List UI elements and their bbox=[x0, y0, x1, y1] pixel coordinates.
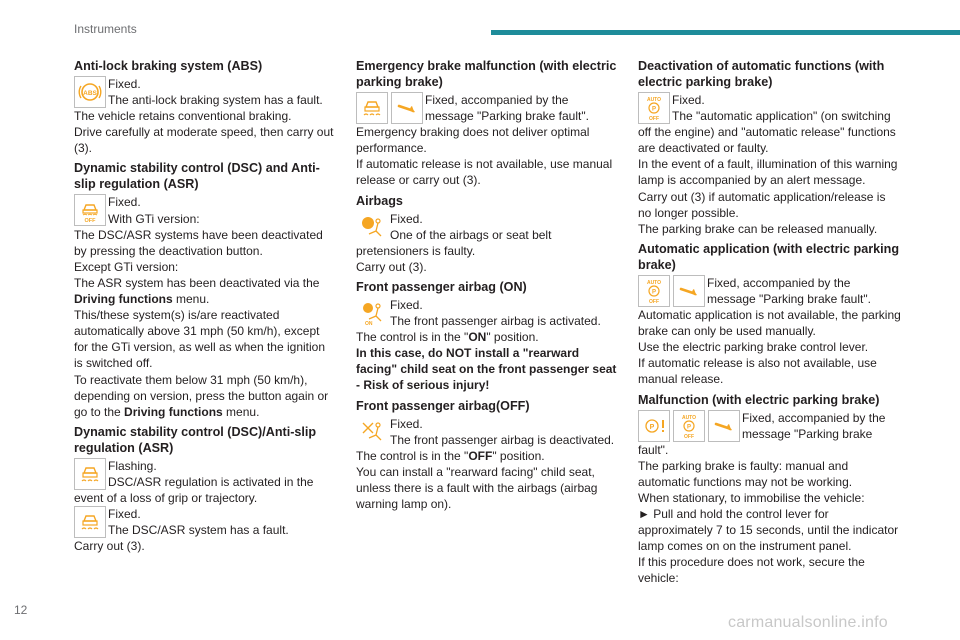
svg-text:P: P bbox=[651, 289, 657, 296]
parking-brake-fault-icon bbox=[638, 410, 670, 442]
svg-text:P: P bbox=[686, 424, 692, 430]
malfunction-section: Malfunction (with electric parking brake) P AUTO P OFF Fixed, accompanied by the message "Parking brake fault". The parking brake is faulty: manual and automatic functions may not be working. When stationary, to immobilise the vehicle: ► Pull and hold the control lever for approximately 7 to 15 seconds, until the indicator lamp comes on on the instrument panel. If this procedure does not work, secure the vehicle: bbox=[638, 392, 902, 587]
abs-section: Anti-lock braking system (ABS) ABS Fixed. The anti-lock braking system has a fault. The vehicle retains conventional braking. Drive carefully at moderate speed, then carry out (3). bbox=[74, 58, 336, 156]
front-airbag-off-section: Front passenger airbag(OFF) Fixed. The front passenger airbag is deactivated. The control is in the "OFF" position. You can install a "rearward facing" child seat, unless there is a fault with the airbags (airbag warning lamp on). bbox=[356, 398, 620, 513]
wrench-icon bbox=[391, 92, 423, 124]
dsc-off-section: Dynamic stability control (DSC) and Anti-slip regulation (ASR) OFF Fixed. With GTi version: The DSC/ASR systems have been deactivated by pressing the deactivation button. Except GTi version: The ASR system has been deactivated via the Driving functions menu. This/these system(s) is/are reactivated automatically above 31 mph (50 km/h), except for the GTi version, as well as when the ignition is switched off. To reactivate them below 31 mph (50 km/h), depending on version, press the button again or go to the Driving functions menu. bbox=[74, 160, 336, 419]
front-airbag-on-section: Front passenger airbag (ON) ON Fixed. The front passenger airbag is activated. The control is in the "ON" position. In this case, do NOT install a "rearward facing" child seat on the front passenger seat - Risk of serious injury! bbox=[356, 279, 620, 394]
parking-brake-auto-off-icon bbox=[638, 275, 670, 307]
page-number: 12 bbox=[14, 603, 28, 617]
automatic-application-section: Automatic application (with electric parking brake) AUTO P OFF Fixed, accompanied by the message "Parking brake fault". Automatic application is not available, the parking brake can only be used manually. Use the electric parking brake control lever. If automatic release is also not available, use manual release. bbox=[638, 241, 901, 387]
parking-brake-auto-off-icon bbox=[638, 92, 670, 124]
abs-heading: Anti-lock braking system (ABS) bbox=[74, 59, 263, 73]
dsc-heading: Dynamic stability control (DSC)/Anti-slip regulation (ASR) bbox=[74, 424, 317, 455]
svg-text:ABS: ABS bbox=[83, 90, 97, 97]
svg-text:P: P bbox=[649, 423, 655, 431]
airbag-off-icon bbox=[356, 416, 388, 448]
column-3 bbox=[638, 58, 902, 591]
malfunction-heading: Malfunction (with electric parking brake) bbox=[638, 392, 880, 407]
header-accent-bar bbox=[491, 30, 960, 35]
airbag-on-icon bbox=[356, 297, 388, 329]
watermark: carmanualsonline.info bbox=[728, 614, 888, 631]
wrench-icon bbox=[673, 275, 705, 307]
column-1 bbox=[74, 58, 336, 558]
deactivation-section: Deactivation of automatic functions (with electric parking brake) AUTO P OFF Fixed. The "automatic application" (on switching off the engine) and "automatic release" functions are deactivated or faulty. In the event of a fault, illumination of this warning lamp is accompanied by an alert message. Carry out (3) if automatic application/release is no longer possible. The parking brake can be released manually. bbox=[638, 58, 902, 237]
wrench-icon bbox=[708, 410, 740, 442]
svg-text:AUTO: AUTO bbox=[646, 97, 662, 103]
dsc-off-icon bbox=[74, 194, 106, 226]
dsc-icon bbox=[74, 506, 106, 538]
svg-text:OFF: OFF bbox=[684, 433, 694, 439]
airbag-icon bbox=[356, 211, 388, 243]
dsc-off-heading: Dynamic stability control (DSC) and Anti-slip regulation (ASR) bbox=[74, 161, 320, 192]
dsc-icon bbox=[74, 458, 106, 490]
svg-text:AUTO: AUTO bbox=[646, 279, 662, 286]
parking-brake-auto-off-icon bbox=[673, 410, 705, 442]
airbags-section: Airbags Fixed. One of the airbags or seat belt pretensioners is faulty. Carry out (3). bbox=[356, 193, 620, 275]
svg-text:OFF: OFF bbox=[84, 218, 96, 224]
deactivation-heading: Deactivation of automatic functions (with electric parking brake) bbox=[638, 59, 885, 89]
emergency-brake-heading: Emergency brake malfunction (with electric parking brake) bbox=[356, 59, 617, 89]
automatic-application-heading: Automatic application (with electric parking brake) bbox=[638, 241, 900, 272]
dsc-icon bbox=[356, 92, 388, 124]
svg-text:OFF: OFF bbox=[649, 116, 659, 121]
section-title: Instruments bbox=[74, 22, 137, 36]
airbags-heading: Airbags bbox=[356, 193, 403, 208]
svg-text:AUTO: AUTO bbox=[681, 414, 697, 421]
svg-text:OFF: OFF bbox=[649, 298, 659, 304]
abs-icon bbox=[74, 76, 106, 108]
svg-text:P: P bbox=[651, 106, 657, 113]
svg-text:ON: ON bbox=[365, 320, 373, 326]
column-2 bbox=[356, 58, 620, 516]
front-airbag-on-heading: Front passenger airbag (ON) bbox=[356, 279, 527, 294]
dsc-section: Dynamic stability control (DSC)/Anti-slip regulation (ASR) Flashing. DSC/ASR regulation is activated in the event of a loss of grip or trajectory. Fixed. The DSC/ASR system has a fault. Carry out (3). bbox=[74, 424, 336, 555]
emergency-brake-section: Emergency brake malfunction (with electric parking brake) Fixed, accompanied by the message "Parking brake fault". Emergency braking does not deliver optimal performance. If automatic release is not available, use manual release or carry out (3). bbox=[356, 58, 620, 189]
front-airbag-off-heading: Front passenger airbag(OFF) bbox=[356, 398, 530, 413]
